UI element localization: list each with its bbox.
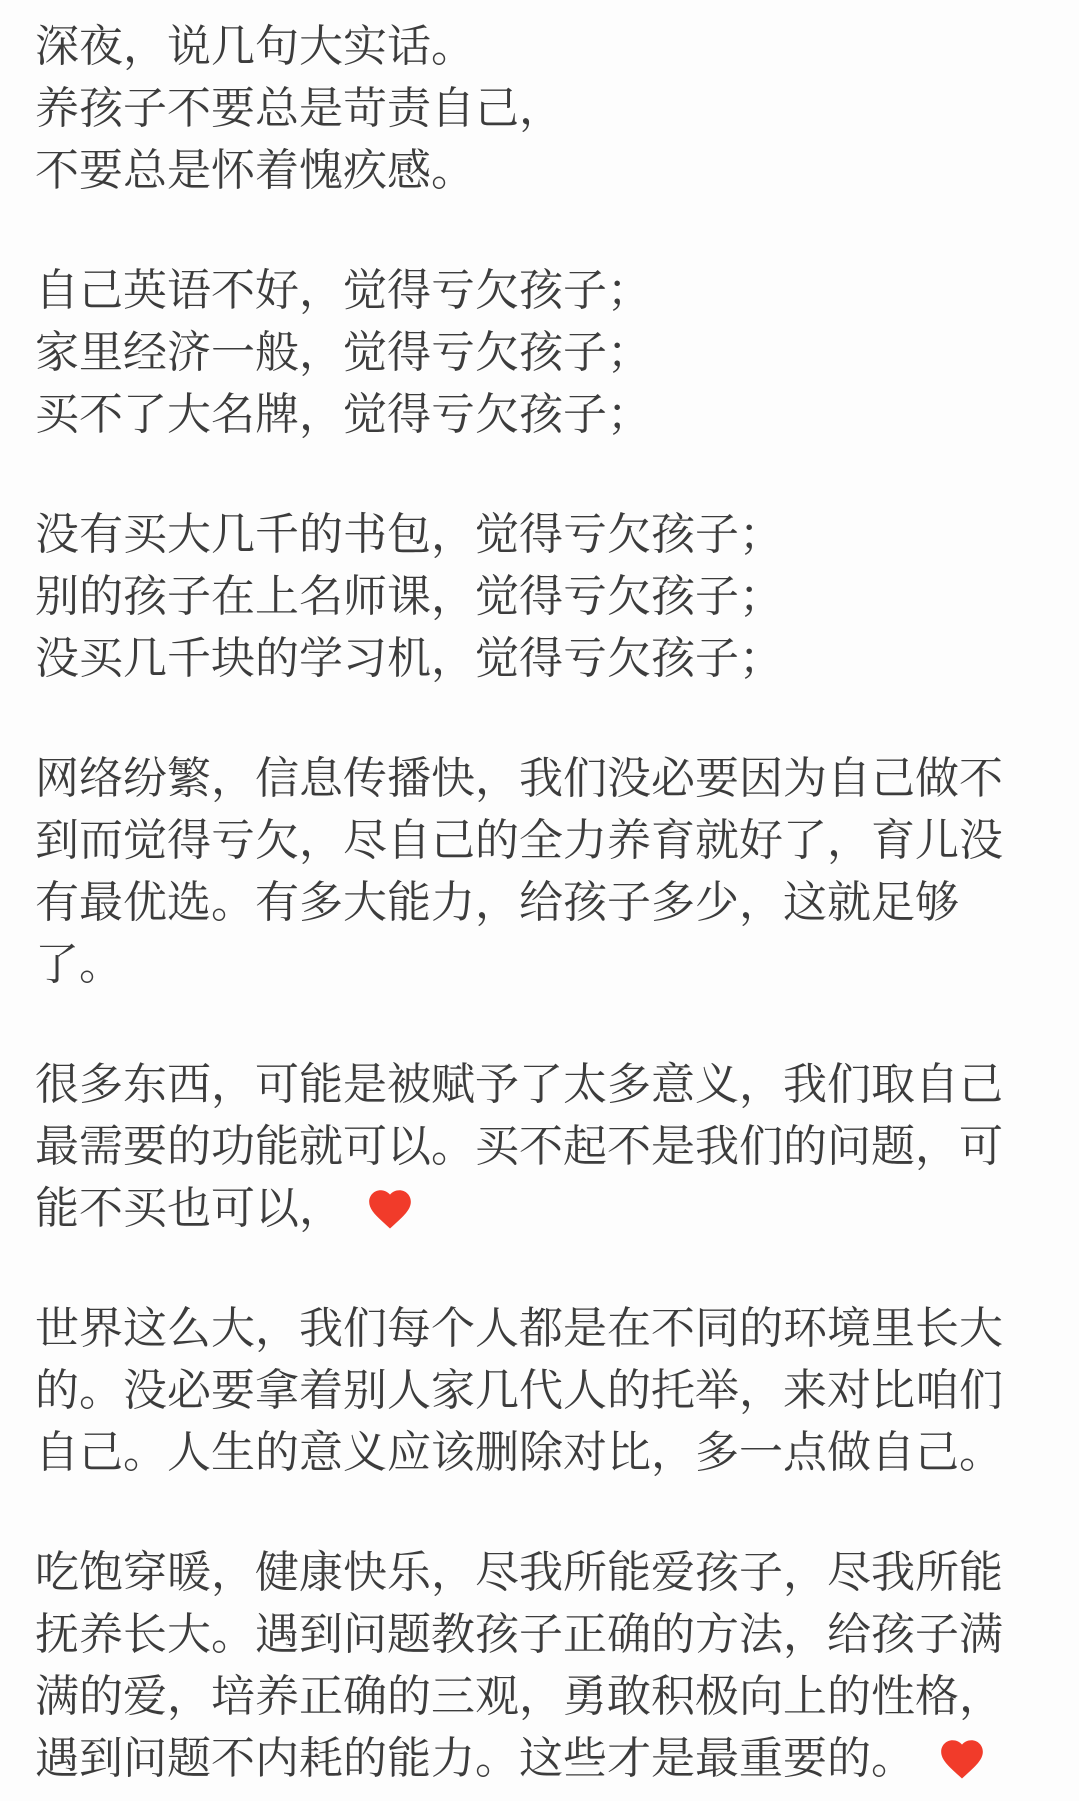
- post-line: 自己英语不好，觉得亏欠孩子；: [35, 266, 651, 315]
- post-line: 到而觉得亏欠，尽自己的全力养育就好了，育儿没: [35, 816, 1003, 865]
- post-line: 别的孩子在上名师课，觉得亏欠孩子；: [35, 572, 783, 621]
- post-line: 有最优选。有多大能力，给孩子多少，这就足够: [35, 878, 959, 927]
- post-paragraph-intro: [35, 16, 1051, 202]
- red-heart-icon: [365, 1184, 415, 1234]
- post-line: 满的爱，培养正确的三观，勇敢积极向上的性格，: [35, 1672, 1003, 1721]
- post-line: 养孩子不要总是苛责自己，: [35, 84, 563, 133]
- red-heart-shape: [369, 1190, 411, 1228]
- post-line: 深夜，说几句大实话。: [35, 22, 475, 71]
- post-line: 买不了大名牌，觉得亏欠孩子；: [35, 390, 651, 439]
- post-line: 没买几千块的学习机，觉得亏欠孩子；: [35, 634, 783, 683]
- post-line: 家里经济一般，觉得亏欠孩子；: [35, 328, 651, 377]
- red-heart-shape: [941, 1740, 983, 1778]
- post-line: [35, 1728, 1051, 1790]
- post-line: 抚养长大。遇到问题教孩子正确的方法，给孩子满: [35, 1610, 1003, 1659]
- post-line: 吃饱穿暖，健康快乐，尽我所能爱孩子，尽我所能: [35, 1548, 1003, 1597]
- post-line: 的。没必要拿着别人家几代人的托举，来对比咱们: [35, 1366, 1003, 1415]
- post-line: 没有买大几千的书包，觉得亏欠孩子；: [35, 510, 783, 559]
- post-line: 自己。人生的意义应该删除对比，多一点做自己。: [35, 1428, 1003, 1477]
- post-paragraph-meaning: [35, 1054, 1051, 1240]
- post-line: [35, 1178, 1051, 1240]
- post-line: 不要总是怀着愧疚感。: [35, 146, 475, 195]
- post-line: 最需要的功能就可以。买不起不是我们的问题，可: [35, 1122, 1003, 1171]
- post-line: 世界这么大，我们每个人都是在不同的环境里长大: [35, 1304, 1003, 1353]
- post-line-text: 遇到问题不内耗的能力。这些才是最重要的。: [35, 1734, 915, 1783]
- post-paragraph-conclusion: [35, 1542, 1051, 1790]
- post-paragraph-internet: [35, 748, 1051, 996]
- post-line: 了。: [35, 940, 123, 989]
- post-line-text: 能不买也可以，: [35, 1184, 343, 1233]
- post-line: 网络纷繁，信息传播快，我们没必要因为自己做不: [35, 754, 1003, 803]
- post-line: 很多东西，可能是被赋予了太多意义，我们取自己: [35, 1060, 1003, 1109]
- post-paragraph-world: [35, 1298, 1051, 1484]
- post-paragraph-guilt-list-1: [35, 260, 1051, 446]
- red-heart-icon: [937, 1734, 987, 1784]
- post-paragraph-guilt-list-2: [35, 504, 1051, 690]
